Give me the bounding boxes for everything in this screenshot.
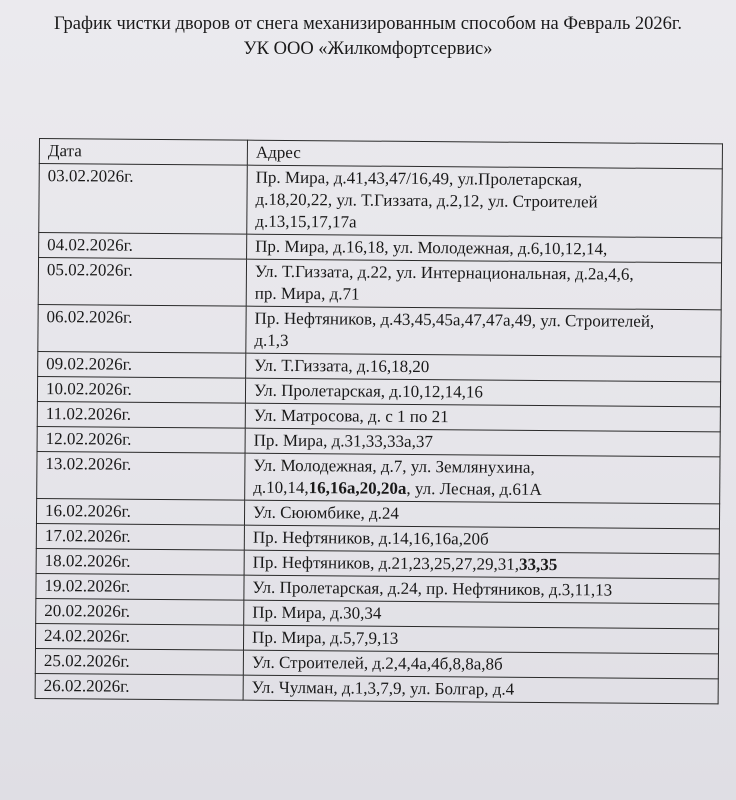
table-body: [35, 164, 722, 704]
address-line: Ул. Чулман, д.1,3,7,9, ул. Болгар, д.4: [251, 677, 515, 699]
cell-date: 17.02.2026г.: [36, 523, 244, 550]
cell-address: [246, 353, 721, 382]
address-line: Ул. Строителей, д.2,4,4а,4б,8,8а,8б: [251, 652, 503, 674]
address-line: [253, 552, 713, 578]
address-line: Пр. Мира, д.16,18, ул. Молодежная, д.6,10,12,14,: [255, 236, 608, 259]
address-bold-part: 16,16а,20,20а: [308, 478, 407, 498]
cell-date: 24.02.2026г.: [35, 623, 243, 650]
address-line: пр. Мира, д.71: [254, 283, 360, 304]
cell-date: 18.02.2026г.: [36, 548, 244, 575]
cell-address: [245, 428, 720, 457]
address-line: Ул. Молодежная, д.7, ул. Землянухина,: [253, 455, 535, 477]
address-bold-part: 33,35: [518, 554, 558, 575]
cell-date: 06.02.2026г.: [38, 304, 246, 353]
table-row: [38, 258, 721, 310]
cell-date: 10.02.2026г.: [37, 376, 245, 403]
address-line: д.1,3: [254, 330, 289, 350]
cell-address: [246, 259, 721, 310]
cell-address: [244, 600, 719, 629]
address-line: Пр. Мира, д.41,43,47/16,49, ул.Пролетарская,: [255, 167, 583, 190]
address-line: Пр. Нефтяников, д.43,45,45а,47,47а,49, ул. Строителей,: [254, 308, 655, 331]
cell-address: [247, 165, 723, 238]
cell-address: [245, 403, 720, 432]
address-line: Ул. Т.Гиззата, д.16,18,20: [254, 355, 430, 377]
address-part: , ул. Лесная, д.61А: [406, 478, 542, 499]
cell-date: 11.02.2026г.: [37, 401, 245, 428]
cell-date: 05.02.2026г.: [38, 258, 246, 307]
cell-date: 04.02.2026г.: [39, 233, 247, 260]
cell-address: [243, 675, 718, 704]
cell-address: [244, 550, 719, 579]
address-line: д.18,20,22, ул. Т.Гиззата, д.2,12, ул. Строителей: [255, 189, 598, 212]
cell-date: 25.02.2026г.: [35, 648, 243, 675]
address-line: [253, 477, 713, 503]
cell-address: [243, 625, 718, 654]
address-part: д.10,14,: [253, 477, 309, 498]
cell-address: [244, 500, 719, 529]
cell-date: 19.02.2026г.: [36, 573, 244, 600]
cell-address: [246, 306, 721, 357]
title-line-2: УК ООО «Жилкомфортсервис»: [243, 39, 493, 59]
cell-date: 03.02.2026г.: [39, 164, 248, 235]
address-line: Ул. Т.Гиззата, д.22, ул. Интернациональная, д.2а,4,6,: [254, 261, 634, 284]
cell-date: 09.02.2026г.: [38, 351, 246, 378]
cell-date: 16.02.2026г.: [36, 498, 244, 525]
table-row: [37, 451, 720, 503]
address-line: Ул. Сююмбике, д.24: [252, 502, 400, 523]
address-part: Пр. Нефтяников, д.21,23,25,27,29,31,: [252, 552, 520, 574]
address-line: д.13,15,17,17а: [255, 211, 357, 232]
cell-address: [243, 650, 718, 679]
address-line: Ул. Пролетарская, д.24, пр. Нефтяников, д.3,11,13: [252, 577, 613, 600]
cell-date: 26.02.2026г.: [35, 673, 243, 700]
cell-date: 20.02.2026г.: [36, 598, 244, 625]
address-line: Пр. Мира, д.30,34: [252, 602, 382, 623]
table-row: [39, 164, 723, 238]
address-line: Пр. Нефтяников, д.14,16,16а,20б: [252, 527, 489, 549]
cell-address: [245, 453, 720, 504]
table-row: [38, 304, 721, 356]
column-header-address: Адрес: [247, 140, 722, 169]
address-line: Ул. Матросова, д. с 1 по 21: [253, 405, 449, 427]
cell-date: 12.02.2026г.: [37, 426, 245, 453]
table-row: [35, 673, 718, 703]
cell-address: [247, 234, 722, 263]
cell-address: [245, 378, 720, 407]
schedule-table: [35, 138, 723, 704]
title-line-1: График чистки дворов от снега механизированным способом на Февраль 2026г.: [53, 14, 683, 34]
cell-address: [244, 575, 719, 604]
address-line: Ул. Пролетарская, д.10,12,14,16: [253, 380, 484, 402]
address-line: Пр. Мира, д.31,33,33а,37: [253, 430, 433, 452]
cell-date: 13.02.2026г.: [37, 451, 245, 500]
address-line: Пр. Мира, д.5,7,9,13: [252, 627, 399, 648]
document-title: [0, 12, 736, 62]
cell-address: [244, 525, 719, 554]
column-header-date: Дата: [39, 139, 247, 166]
